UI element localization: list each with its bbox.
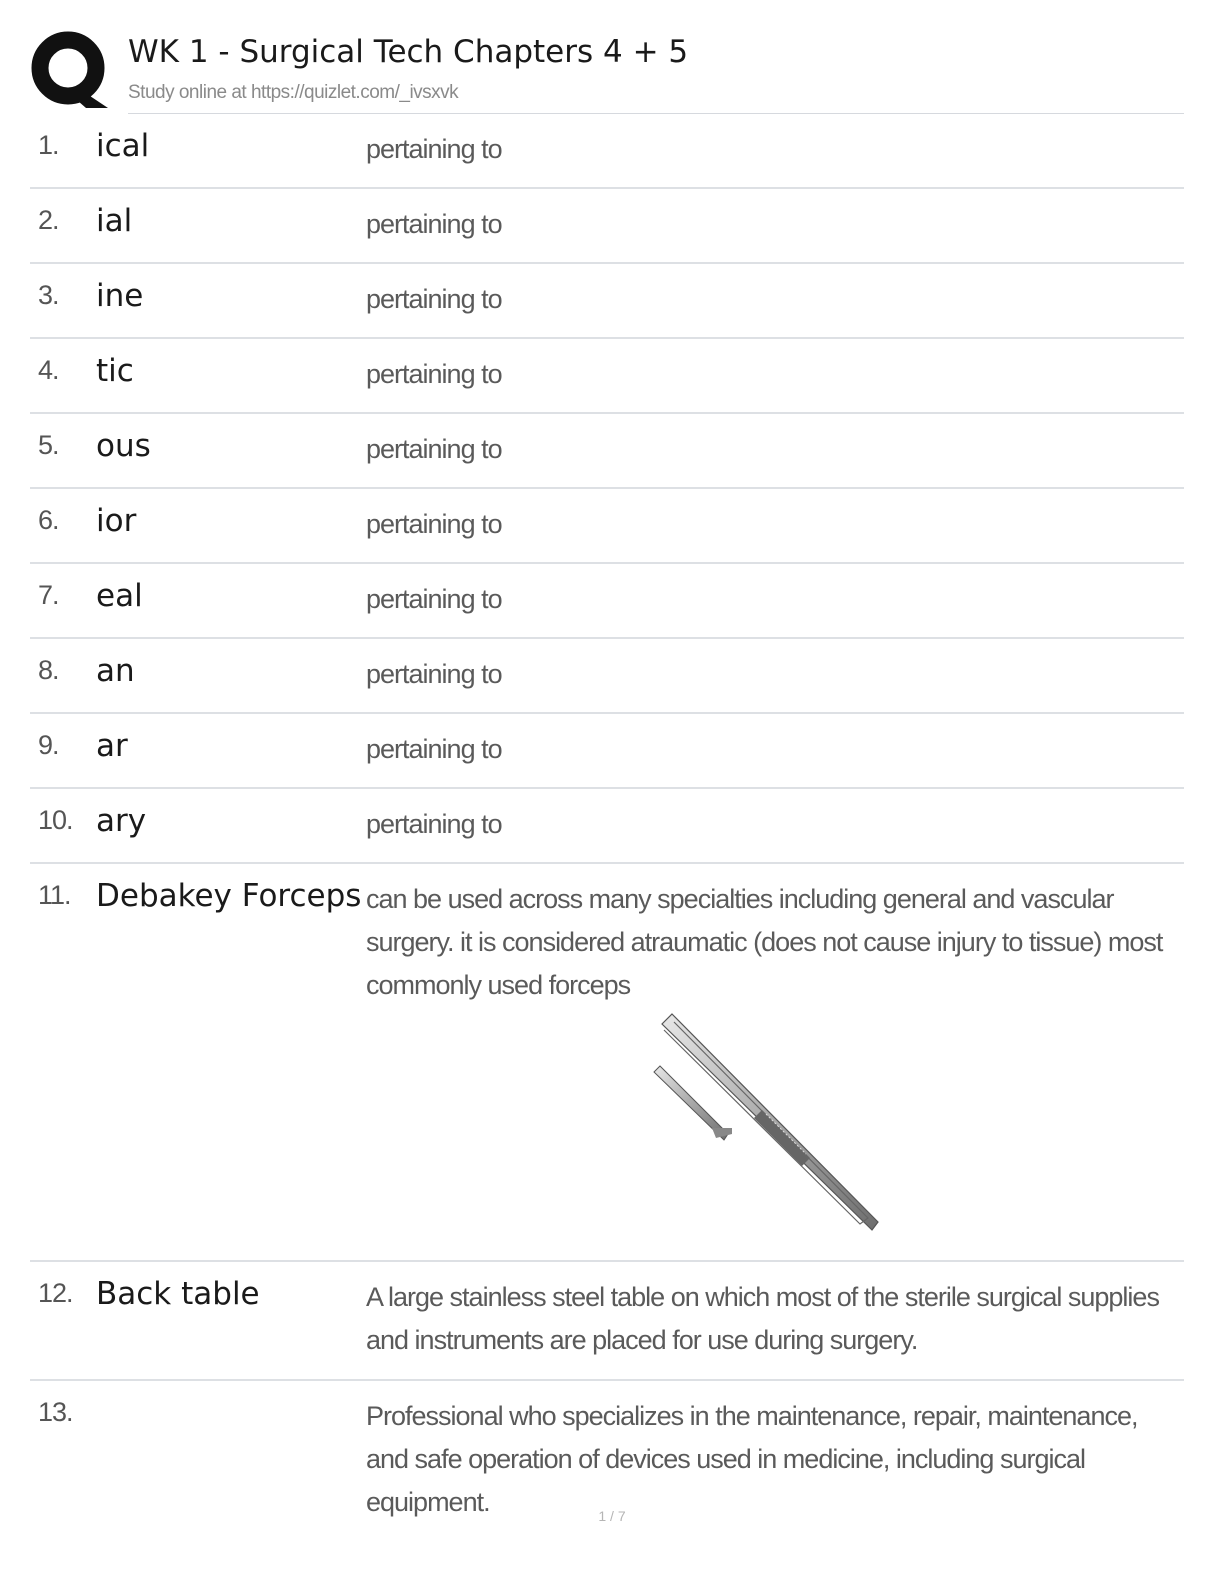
term-definition: can be used across many specialties including general and vascular surgery. it is considered atraumatic (does not cause injury to tissue) most commonly used forceps	[366, 884, 1163, 1000]
term-number: 11.	[38, 880, 71, 910]
term-word: Debakey Forceps	[96, 878, 362, 914]
term-row	[30, 1262, 1184, 1381]
term-number: 8.	[38, 655, 59, 685]
term-number: 6.	[38, 505, 59, 535]
term-definition: pertaining to	[366, 809, 502, 839]
term-definition: pertaining to	[366, 734, 502, 764]
term-definition: pertaining to	[366, 659, 502, 689]
term-definition: Professional who specializes in the maintenance, repair, maintenance, and safe operation of devices used in medicine, including surgical equipment.	[366, 1401, 1138, 1517]
term-row	[30, 189, 1184, 264]
term-row	[30, 789, 1184, 864]
term-word: ine	[96, 278, 144, 314]
term-definition: A large stainless steel table on which most of the sterile surgical supplies and instruments are placed for use during surgery.	[366, 1282, 1159, 1355]
term-number: 7.	[38, 580, 59, 610]
term-word: ous	[96, 428, 151, 464]
term-row	[30, 489, 1184, 564]
term-number: 10.	[38, 805, 73, 835]
term-row	[30, 339, 1184, 414]
term-definition: pertaining to	[366, 509, 502, 539]
term-word: Back table	[96, 1276, 260, 1312]
term-row	[30, 564, 1184, 639]
page-header	[30, 30, 1184, 114]
term-row	[30, 864, 1184, 1262]
term-number: 5.	[38, 430, 59, 460]
term-definition: pertaining to	[366, 284, 502, 314]
term-row	[30, 114, 1184, 189]
term-word: an	[96, 653, 135, 689]
term-word: tic	[96, 353, 134, 389]
quizlet-logo-icon	[30, 30, 110, 110]
term-number: 13.	[38, 1397, 73, 1427]
term-row	[30, 264, 1184, 339]
term-word: ical	[96, 128, 150, 164]
study-online-link[interactable]: Study online at https://quizlet.com/_ivsxvk	[128, 82, 459, 103]
debakey-forceps-image	[650, 1010, 880, 1240]
term-definition: pertaining to	[366, 209, 502, 239]
page-number: 1 / 7	[598, 1508, 626, 1524]
term-definition: pertaining to	[366, 434, 502, 464]
term-definition: pertaining to	[366, 359, 502, 389]
term-word: ary	[96, 803, 147, 839]
term-number: 3.	[38, 280, 59, 310]
term-row	[30, 714, 1184, 789]
term-word: ial	[96, 203, 133, 239]
term-word: ar	[96, 728, 128, 764]
term-row	[30, 639, 1184, 714]
page-title: WK 1 - Surgical Tech Chapters 4 + 5	[128, 34, 689, 70]
term-number: 12.	[38, 1278, 73, 1308]
term-number: 1.	[38, 130, 59, 160]
term-definition: pertaining to	[366, 584, 502, 614]
term-definition: pertaining to	[366, 134, 502, 164]
term-word: eal	[96, 578, 143, 614]
term-row	[30, 414, 1184, 489]
term-word: ior	[96, 503, 137, 539]
term-number: 2.	[38, 205, 59, 235]
term-number: 4.	[38, 355, 59, 385]
term-number: 9.	[38, 730, 59, 760]
